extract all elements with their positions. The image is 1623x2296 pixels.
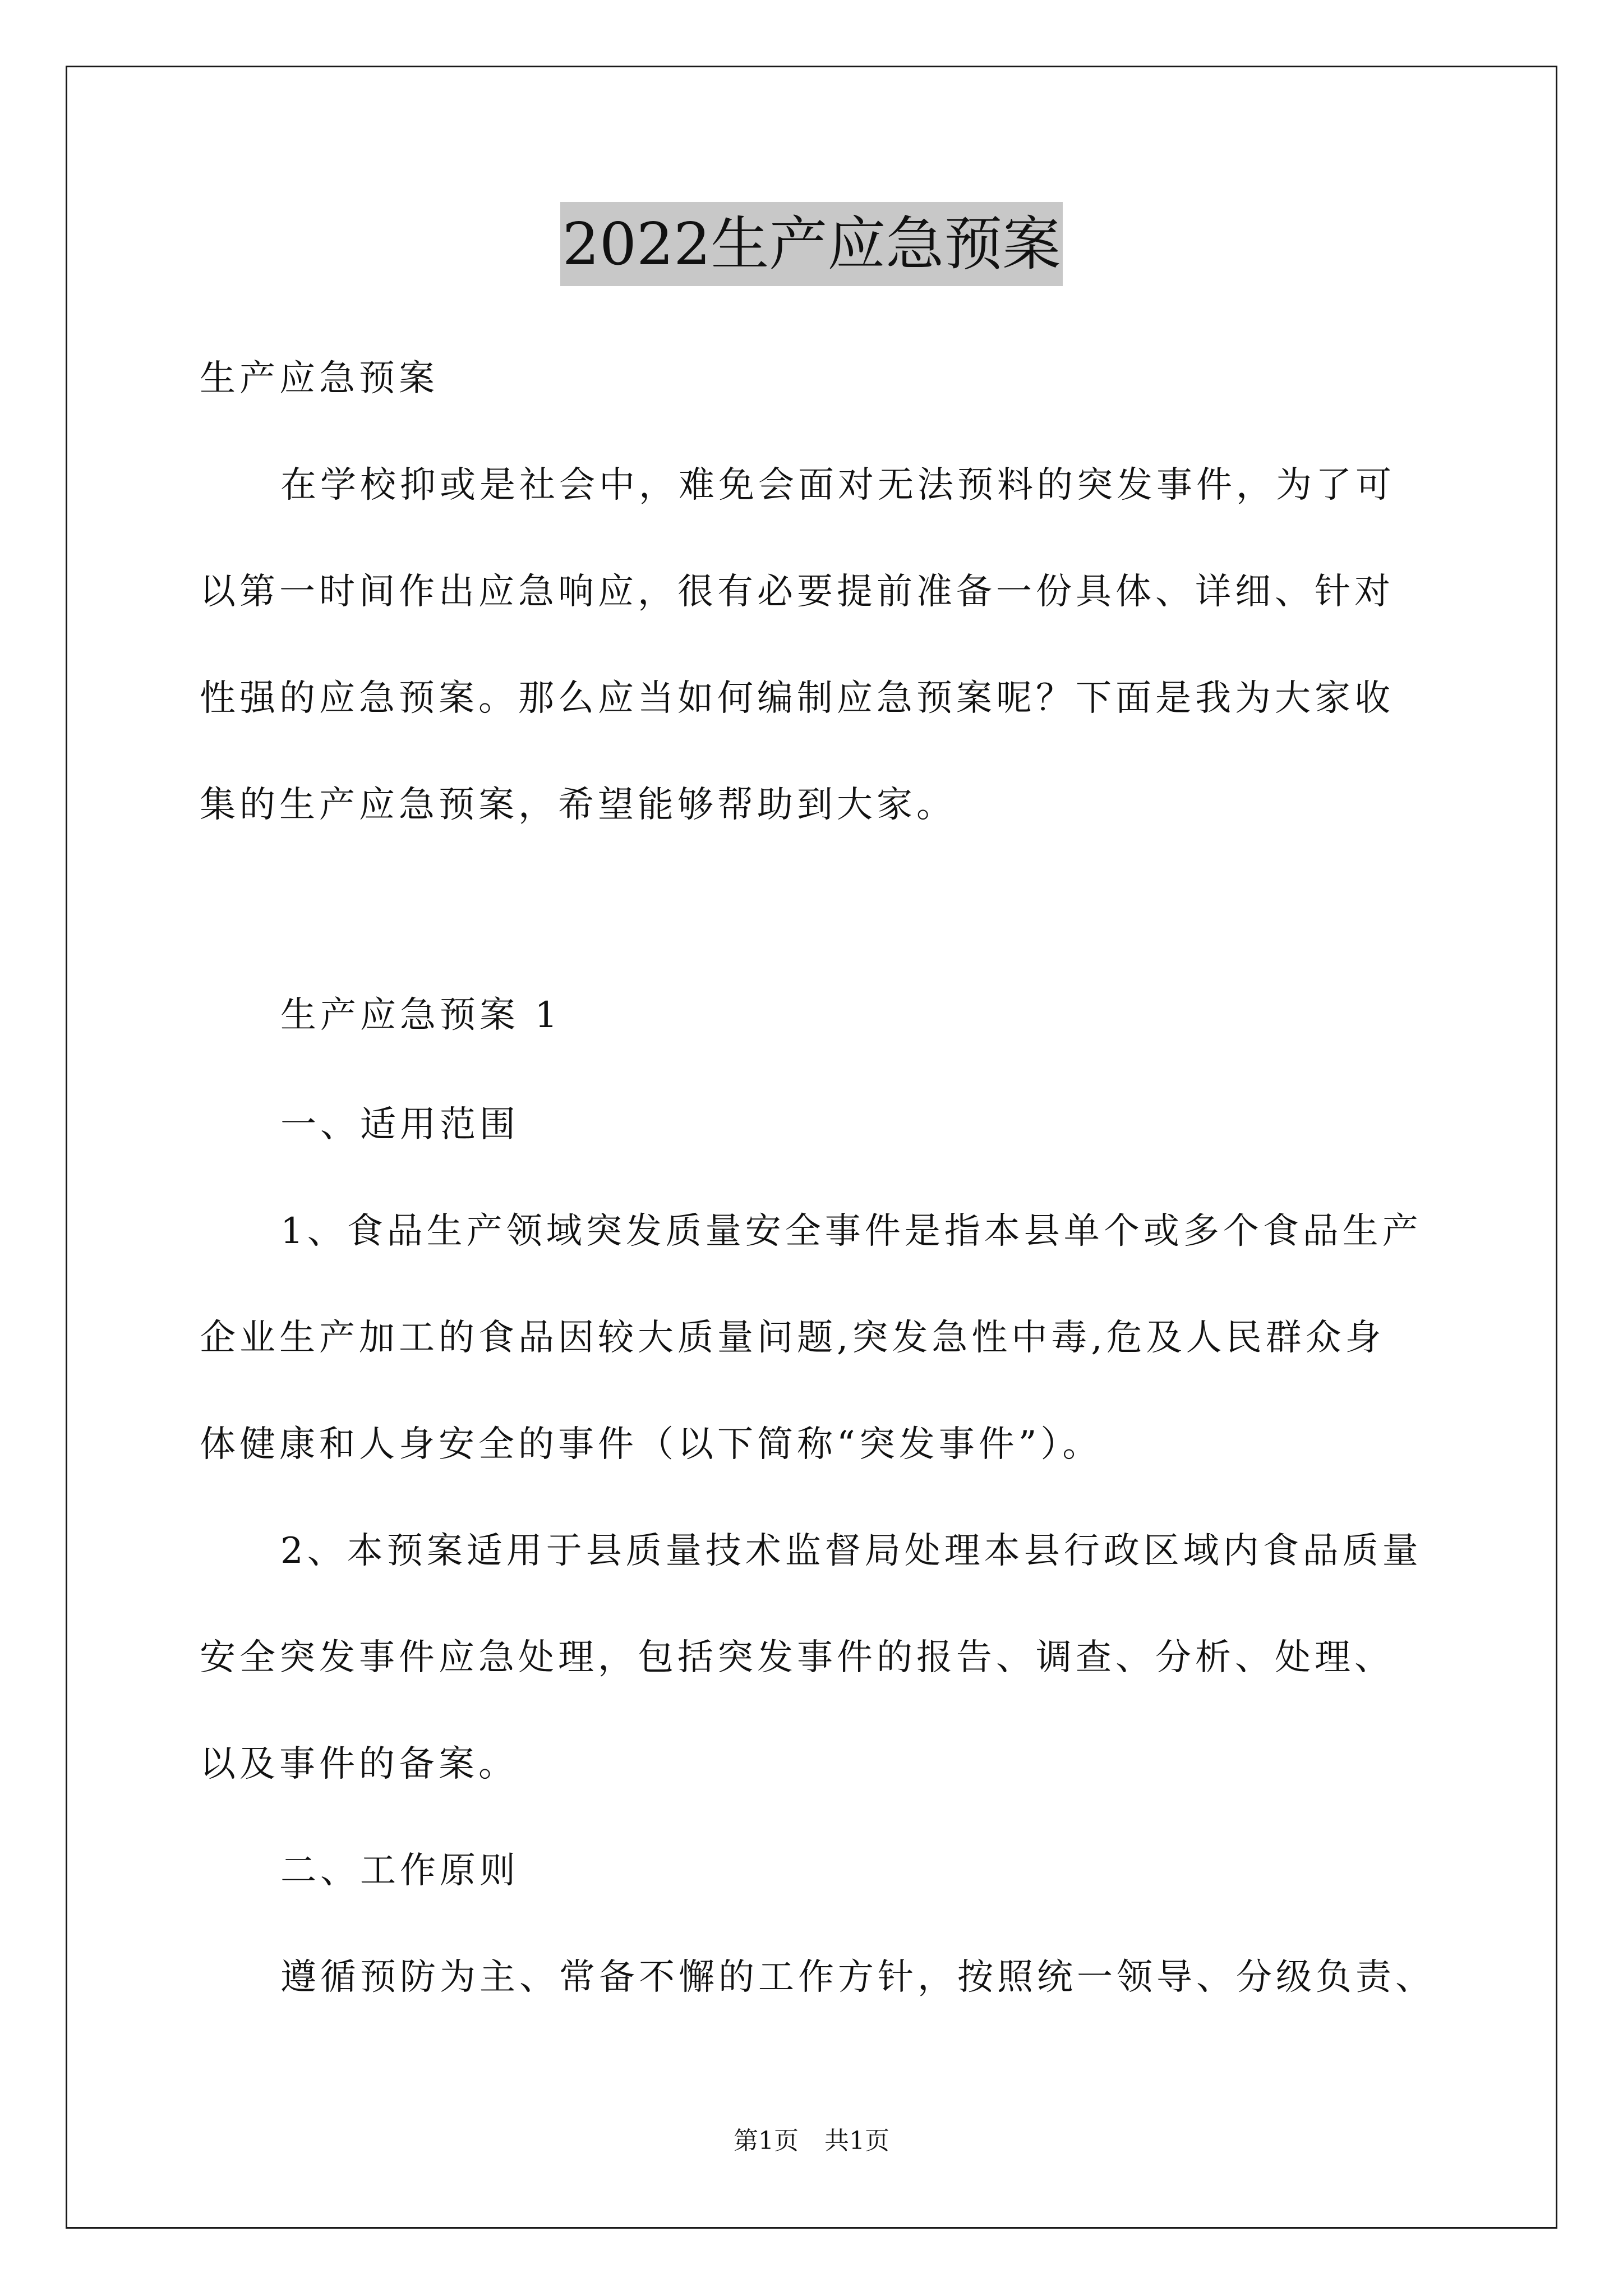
paragraph-line: 性强的应急预案。那么应当如何编制应急预案呢？下面是我为大家收 — [200, 678, 1394, 719]
page-number: 第1页 — [734, 2127, 799, 2155]
page-total: 共1页 — [824, 2127, 889, 2155]
paragraph-line: 以第一时间作出应急响应，很有必要提前准备一份具体、详细、针对 — [200, 571, 1394, 613]
section-heading: 一、适用范围 — [280, 1104, 519, 1145]
section-heading: 生产应急预案 1 — [280, 995, 562, 1036]
page-footer — [0, 2124, 1623, 2158]
document-title — [0, 202, 1623, 286]
document-subtitle: 生产应急预案 — [200, 358, 439, 399]
paragraph-line: 2、本预案适用于县质量技术监督局处理本县行政区域内食品质量 — [280, 1530, 1422, 1572]
paragraph-line: 以及事件的备案。 — [200, 1743, 518, 1785]
paragraph-line: 集的生产应急预案，希望能够帮助到大家。 — [200, 784, 956, 826]
paragraph-line: 1、食品生产领域突发质量安全事件是指本县单个或多个食品生产 — [280, 1211, 1422, 1252]
paragraph-line: 体健康和人身安全的事件（以下简称“突发事件”）。 — [200, 1424, 1103, 1465]
paragraph-line: 安全突发事件应急处理，包括突发事件的报告、调查、分析、处理、 — [200, 1637, 1394, 1678]
section-heading: 二、工作原则 — [280, 1850, 519, 1892]
paragraph-line: 在学校抑或是社会中，难免会面对无法预料的突发事件，为了可 — [280, 464, 1395, 506]
paragraph-line: 遵循预防为主、常备不懈的工作方针，按照统一领导、分级负责、 — [280, 1957, 1435, 1998]
document-title-text: 2022生产应急预案 — [560, 202, 1063, 286]
paragraph-line: 企业生产加工的食品因较大质量问题,突发急性中毒,危及人民群众身 — [200, 1317, 1385, 1359]
